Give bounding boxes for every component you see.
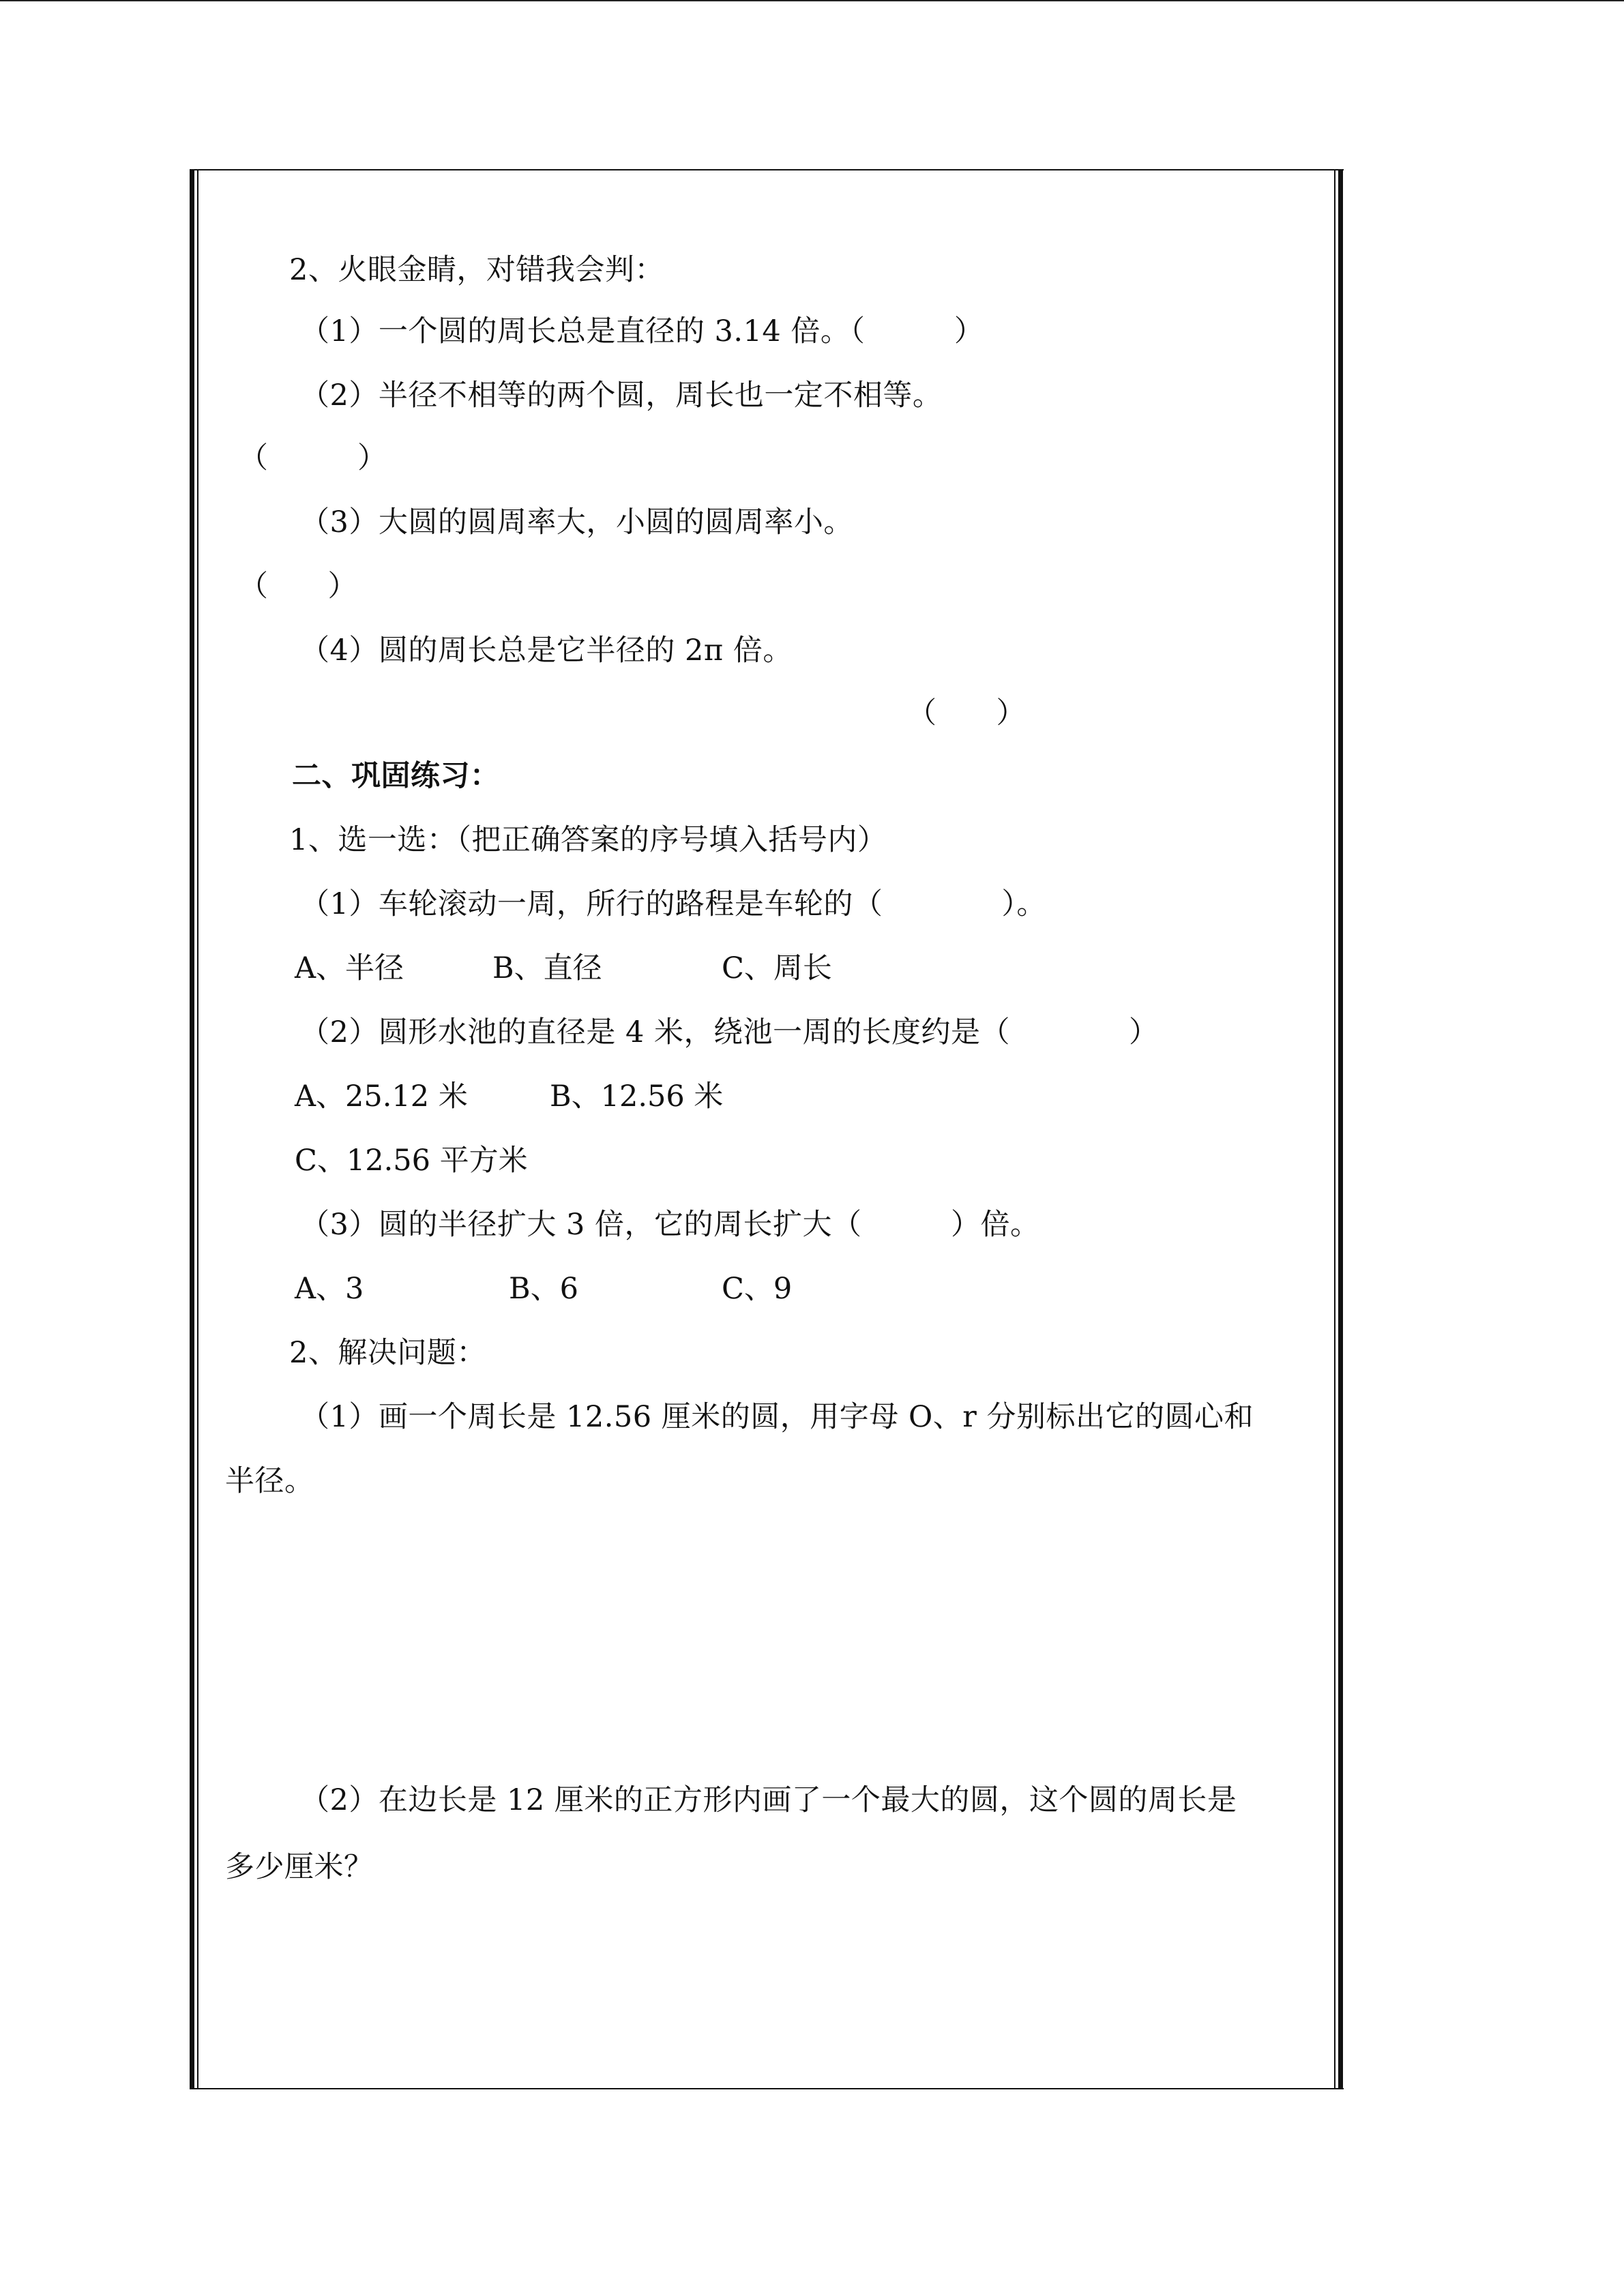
choice-question-3: （3）圆的半径扩大 3 倍，它的周长扩大（ ）倍。 [300,1208,1040,1242]
judge-answer-paren-4: （ ） [907,696,1026,730]
solve-problem-2-line-1: （2）在边长是 12 厘米的正方形内画了一个最大的圆，这个圆的周长是 [300,1783,1237,1817]
judge-question-1: （1）一个圆的周长总是直径的 3.14 倍。（ ） [300,314,984,348]
solve-problem-1-line-1: （1）画一个周长是 12.56 厘米的圆，用字母 O、r 分别标出它的圆心和 [300,1400,1254,1434]
choice-1-option-a: A、半径 [295,951,404,985]
choice-3-option-b: B、6 [509,1272,578,1306]
choice-1-option-c: C、周长 [722,951,832,985]
frame-left-inner-border [197,169,198,2089]
choice-2-option-b: B、12.56 米 [550,1079,724,1114]
choice-question-1: （1）车轮滚动一周，所行的路程是车轮的（ ）。 [300,887,1046,921]
choice-2-option-a: A、25.12 米 [295,1079,468,1114]
frame-left-border [190,169,194,2089]
frame-right-border [1338,169,1343,2089]
choice-3-option-a: A、3 [295,1272,364,1306]
frame-right-inner-border [1334,169,1335,2089]
judge-heading: 2、火眼金睛，对错我会判： [289,253,664,287]
choice-3-option-c: C、9 [722,1272,793,1306]
choice-question-2: （2）圆形水池的直径是 4 米，绕池一周的长度约是（ ） [300,1015,1159,1049]
practice-heading: 二、巩固练习： [292,759,500,793]
top-page-rule [0,0,1624,1]
choice-2-option-c: C、12.56 平方米 [295,1144,528,1178]
solve-heading: 2、解决问题： [289,1336,486,1370]
choose-heading: 1、选一选：（把正确答案的序号填入括号内） [289,823,887,857]
judge-answer-paren-3: （ ） [239,569,357,603]
solve-problem-2-line-2: 多少厘米？ [225,1850,374,1884]
judge-answer-paren-2: （ ） [239,441,387,475]
choice-1-option-b: B、直径 [492,951,602,985]
judge-question-3: （3）大圆的圆周率大，小圆的圆周率小。 [300,505,853,539]
judge-question-4: （4）圆的周长总是它半径的 2π 倍。 [300,633,793,668]
solve-problem-1-line-2: 半径。 [225,1464,314,1498]
judge-question-2: （2）半径不相等的两个圆，周长也一定不相等。 [300,378,943,413]
